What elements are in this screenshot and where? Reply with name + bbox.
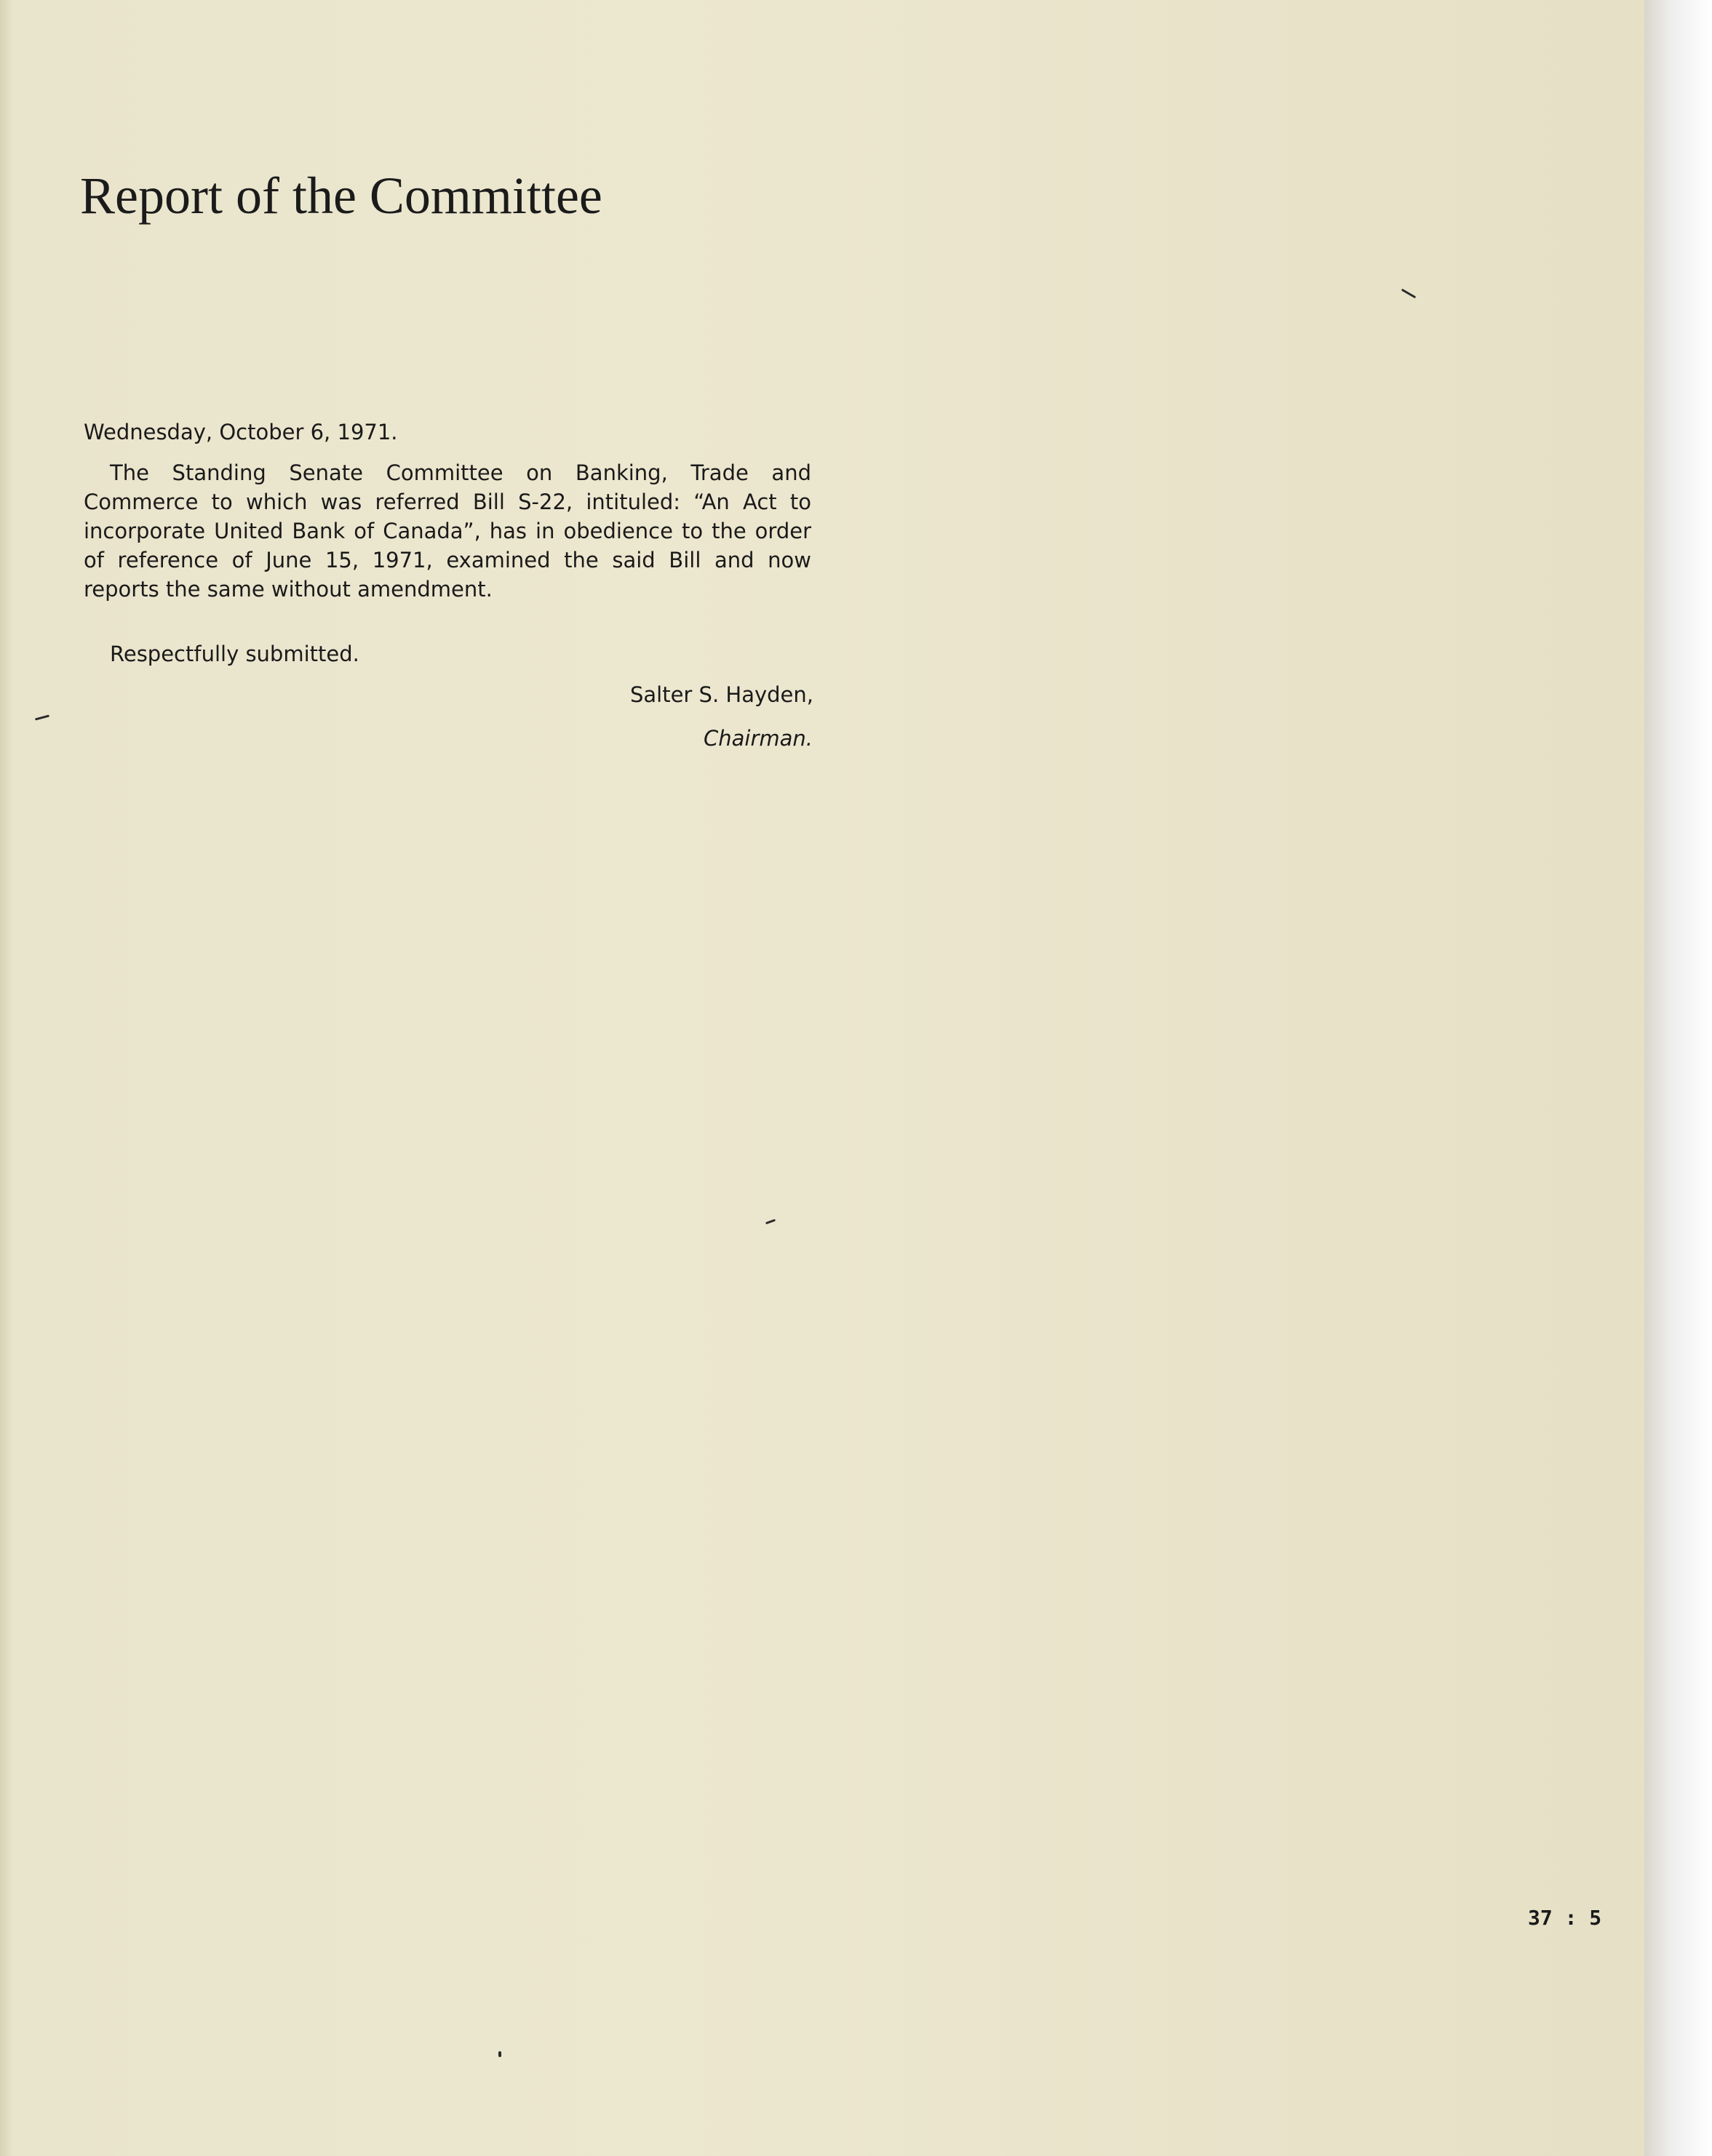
page-number: 37 : 5: [1528, 1906, 1602, 1930]
scan-speck: [498, 2051, 501, 2057]
report-title: Report of the Committee: [80, 167, 602, 225]
page-right-margin: [1644, 0, 1712, 2156]
report-date: Wednesday, October 6, 1971.: [84, 420, 398, 444]
page-left-shadow: [0, 0, 13, 2156]
report-body-paragraph: The Standing Senate Committee on Banking, Trade and Commerce to which was referred Bill S-22, intituled: “An Act to incorporate United Bank of Canada”, has in obedience to the order of reference of June 15, 1971, examined the said Bill and now reports the same without amendment.: [84, 460, 811, 602]
closing-phrase: Respectfully submitted.: [110, 642, 359, 666]
signatory-role: Chairman.: [704, 726, 813, 751]
signatory-name: Salter S. Hayden,: [629, 682, 813, 707]
